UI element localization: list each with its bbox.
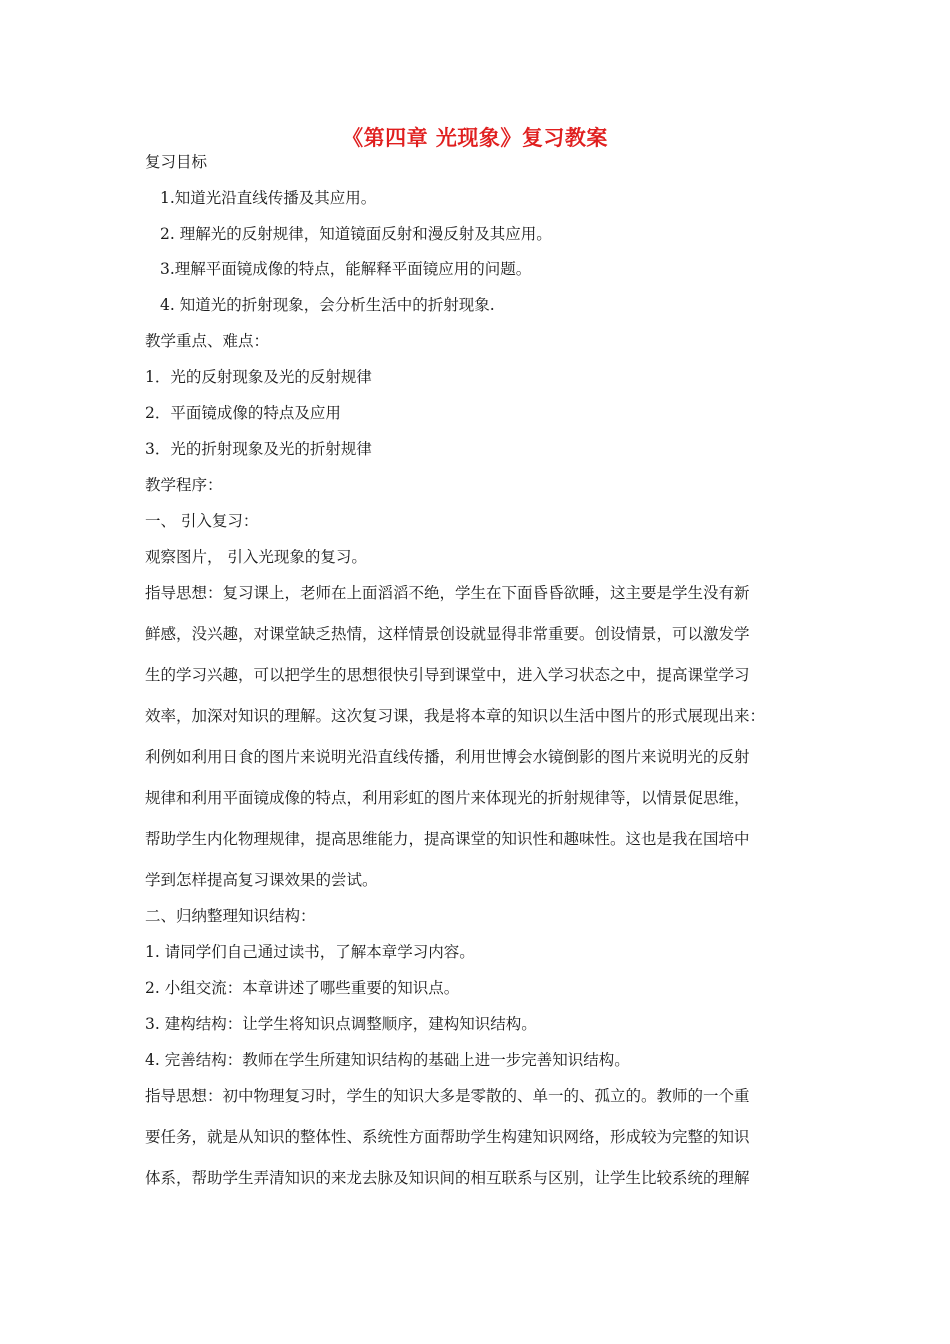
- keypoint-item-2: 2．平面镜成像的特点及应用: [145, 404, 341, 422]
- part2-guide-line-2: 要任务，就是从知识的整体性、系统性方面帮助学生构建知识网络，形成较为完整的知识: [145, 1128, 750, 1146]
- document-title: 《第四章 光现象》复习教案: [342, 126, 608, 150]
- keypoint-item-3: 3．光的折射现象及光的折射规律: [145, 440, 372, 458]
- goal-item-3: 3.理解平面镜成像的特点，能解释平面镜应用的问题。: [160, 260, 532, 278]
- part1-guide-line-3: 生的学习兴趣，可以把学生的思想很快引导到课堂中，进入学习状态之中，提高课堂学习: [145, 666, 750, 684]
- procedure-heading: 教学程序：: [145, 476, 223, 494]
- keypoint-item-1: 1．光的反射现象及光的反射规律: [145, 368, 372, 386]
- goals-heading: 复习目标: [145, 153, 208, 171]
- part1-guide-line-1: 指导思想：复习课上，老师在上面滔滔不绝，学生在下面昏昏欲睡，这主要是学生没有新: [145, 584, 750, 602]
- part2-heading: 二、归纳整理知识结构：: [145, 907, 316, 925]
- part1-guide-line-8: 学到怎样提高复习课效果的尝试。: [145, 871, 378, 889]
- part1-heading: 一、 引入复习：: [145, 512, 259, 530]
- part2-guide-line-3: 体系，帮助学生弄清知识的来龙去脉及知识间的相互联系与区别，让学生比较系统的理解: [145, 1169, 750, 1187]
- part2-item-3: 3. 建构结构：让学生将知识点调整顺序，建构知识结构。: [145, 1015, 537, 1033]
- part1-guide-line-5: 利例如利用日食的图片来说明光沿直线传播，利用世博会水镜倒影的图片来说明光的反射: [145, 748, 750, 766]
- part2-guide-line-1: 指导思想：初中物理复习时，学生的知识大多是零散的、单一的、孤立的。教师的一个重: [145, 1087, 750, 1105]
- part1-guide-line-4: 效率，加深对知识的理解。这次复习课，我是将本章的知识以生活中图片的形式展现出来：: [145, 707, 766, 725]
- part2-item-4: 4. 完善结构：教师在学生所建知识结构的基础上进一步完善知识结构。: [145, 1051, 630, 1069]
- part2-item-1: 1. 请同学们自己通过读书，了解本章学习内容。: [145, 943, 475, 961]
- keypoints-heading: 教学重点、难点：: [145, 332, 270, 350]
- part1-guide-line-7: 帮助学生内化物理规律，提高思维能力，提高课堂的知识性和趣味性。这也是我在国培中: [145, 830, 750, 848]
- goal-item-2: 2. 理解光的反射规律，知道镜面反射和漫反射及其应用。: [160, 225, 552, 243]
- goal-item-4: 4. 知道光的折射现象，会分析生活中的折射现象.: [160, 296, 495, 314]
- part1-guide-line-6: 规律和利用平面镜成像的特点，利用彩虹的图片来体现光的折射规律等，以情景促思维，: [145, 789, 750, 807]
- part2-item-2: 2. 小组交流：本章讲述了哪些重要的知识点。: [145, 979, 460, 997]
- goal-item-1: 1.知道光沿直线传播及其应用。: [160, 189, 377, 207]
- part1-text: 观察图片， 引入光现象的复习。: [145, 548, 367, 566]
- part1-guide-line-2: 鲜感，没兴趣，对课堂缺乏热情，这样情景创设就显得非常重要。创设情景，可以激发学: [145, 625, 750, 643]
